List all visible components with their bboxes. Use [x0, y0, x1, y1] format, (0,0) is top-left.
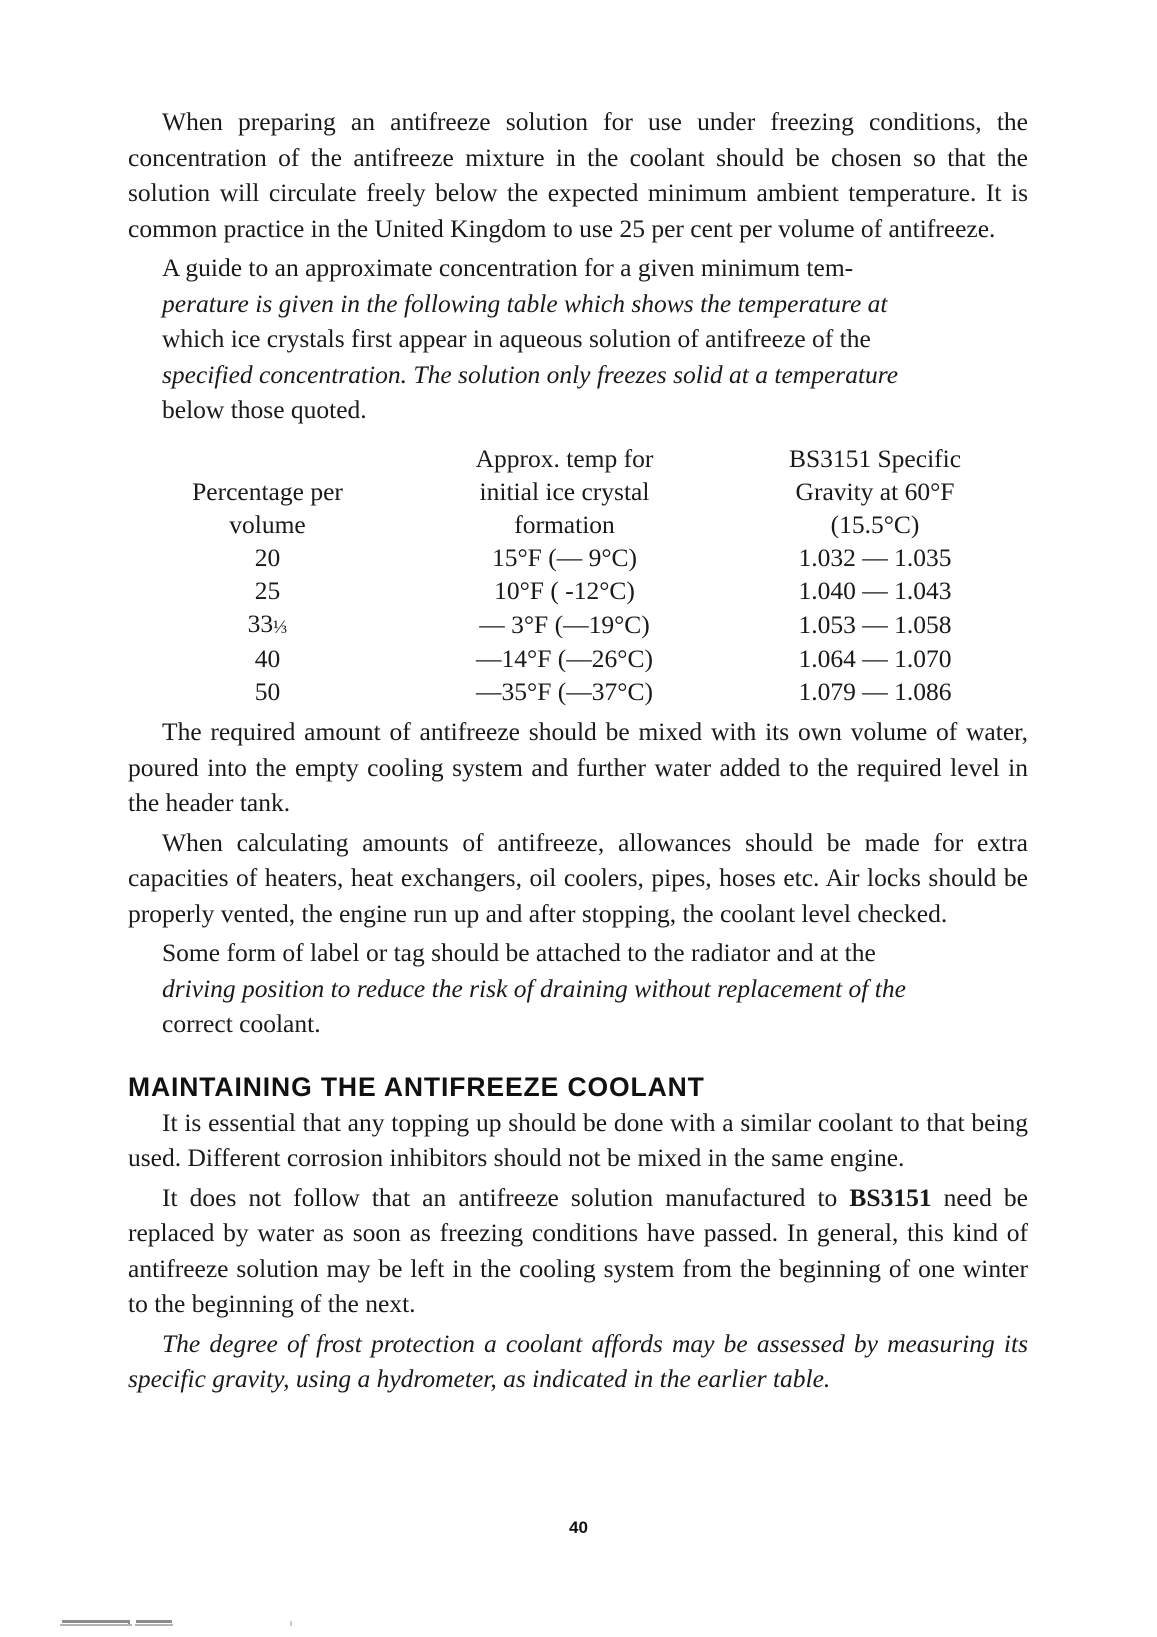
scan-artifact-mark — [128, 1621, 130, 1624]
table-header-row — [128, 442, 1028, 541]
cell-value: 20 — [254, 542, 281, 572]
cell-fraction: ⅓ — [273, 617, 288, 639]
header-line: formation — [514, 509, 615, 539]
paragraph-line: A guide to an approximate concentration for a given minimum tem- — [162, 253, 854, 282]
paragraph-line: correct coolant. — [162, 1009, 321, 1039]
scan-artifact-mark — [290, 1621, 292, 1626]
paragraph-line: specified concentration. The solution only freezes solid at a temperature — [162, 359, 899, 389]
antifreeze-concentration-table — [128, 442, 1028, 709]
cell-specific-gravity: 1.064 — 1.070 — [798, 644, 952, 674]
cell-temperature: — 3°F (—19°C) — [479, 609, 650, 639]
cell-specific-gravity: 1.032 — 1.035 — [798, 542, 952, 572]
table-row — [128, 541, 1028, 574]
paragraph-calculating-amounts: When calculating amounts of antifreeze, allowances should be made for extra capacities of heaters, heat exchangers, oil coolers, pipes, hoses etc. Air locks should be properly vented, the engine run up and after stopping, the coolant level checked. — [128, 827, 1028, 928]
paragraph-bs3151-replacement — [128, 1180, 1028, 1322]
scan-artifact-mark — [60, 1624, 132, 1626]
paragraph-label-or-tag — [128, 935, 1028, 1042]
paragraph-required-amount: The required amount of antifreeze should be mixed with its own volume of water, poured into the empty cooling system and further water added to the required level in the header tank. — [128, 717, 1028, 818]
cell-temperature: —35°F (—37°C) — [476, 677, 653, 707]
paragraph-line: Some form of label or tag should be attached to the radiator and at the — [162, 938, 876, 968]
cell-temperature: —14°F (—26°C) — [476, 644, 653, 674]
paragraph-text-before-standard: It does not follow that an antifreeze solution manufactured to — [162, 1182, 850, 1212]
page-number: 40 — [569, 1518, 588, 1537]
cell-temperature: 15°F (— 9°C) — [491, 542, 638, 572]
paragraph-line: below those quoted. — [162, 395, 367, 424]
page-content — [128, 104, 1028, 1401]
cell-value: 40 — [254, 644, 281, 674]
cell-percentage — [128, 574, 407, 607]
paragraph-line: driving position to reduce the risk of draining without replacement of the — [162, 973, 906, 1003]
paragraph-text-after-standard: need be replaced by water as soon as freezing conditions have passed. In general, this kind of antifreeze solution may be left in the cooling system from the beginning of one winter to the beginning of the next. — [128, 1182, 1028, 1319]
header-line: initial ice crystal — [479, 476, 650, 506]
cell-value: 50 — [254, 677, 281, 707]
header-line: Approx. temp for — [475, 443, 654, 473]
cell-specific-gravity: 1.040 — 1.043 — [798, 575, 952, 605]
table-row — [128, 574, 1028, 607]
table-row — [128, 675, 1028, 708]
cell-percentage — [128, 642, 407, 675]
scan-artifact-mark — [62, 1620, 130, 1623]
cell-specific-gravity: 1.079 — 1.086 — [798, 677, 952, 707]
table-row — [128, 642, 1028, 675]
table-header-temperature — [407, 442, 722, 541]
table-row — [128, 607, 1028, 643]
header-line: Percentage per — [192, 476, 343, 506]
scan-artifact-mark — [135, 1624, 173, 1626]
table-header-percentage — [128, 442, 407, 541]
cell-specific-gravity: 1.053 — 1.058 — [798, 609, 952, 639]
header-line: BS3151 Specific — [788, 443, 962, 473]
standard-reference-bs3151: BS3151 — [849, 1182, 932, 1212]
scan-artifact-mark — [136, 1620, 172, 1623]
section-heading-maintaining-antifreeze-coolant: MAINTAINING THE ANTIFREEZE COOLANT — [128, 1071, 705, 1102]
cell-percentage — [128, 607, 407, 643]
header-line: volume — [229, 509, 306, 539]
cell-percentage — [128, 675, 407, 708]
paragraph-line: perature is given in the following table which shows the temperature at — [162, 288, 888, 318]
table-header-specific-gravity — [722, 442, 1028, 541]
cell-temperature: 10°F ( -12°C) — [494, 575, 635, 605]
paragraph-frost-protection-degree: The degree of frost protection a coolant affords may be assessed by measuring its specific gravity, using a hydrometer, as indicated in the earlier table. — [128, 1328, 1028, 1394]
paragraph-topping-up: It is essential that any topping up should be done with a similar coolant to that being used. Different corrosion inhibitors should not be mixed in the same engine. — [128, 1107, 1028, 1173]
header-line: Gravity at 60°F — [795, 476, 955, 506]
header-line: (15.5°C) — [830, 509, 920, 539]
paragraph-guide-to-concentration — [128, 250, 1028, 428]
cell-value: 25 — [254, 575, 281, 605]
paragraph-preparing-antifreeze: When preparing an antifreeze solution for use under freezing conditions, the concentration of the antifreeze mixture in the coolant should be chosen so that the solution will circulate freely below the expected minimum ambient temperature. It is common practice in the United Kingdom to use 25 per cent per volume of antifreeze. — [128, 107, 1028, 243]
paragraph-line: which ice crystals first appear in aqueous solution of antifreeze of the — [162, 324, 871, 353]
scan-edge-artifacts — [0, 1577, 1157, 1637]
cell-percentage — [128, 541, 407, 574]
cell-value: 33 — [247, 608, 274, 638]
